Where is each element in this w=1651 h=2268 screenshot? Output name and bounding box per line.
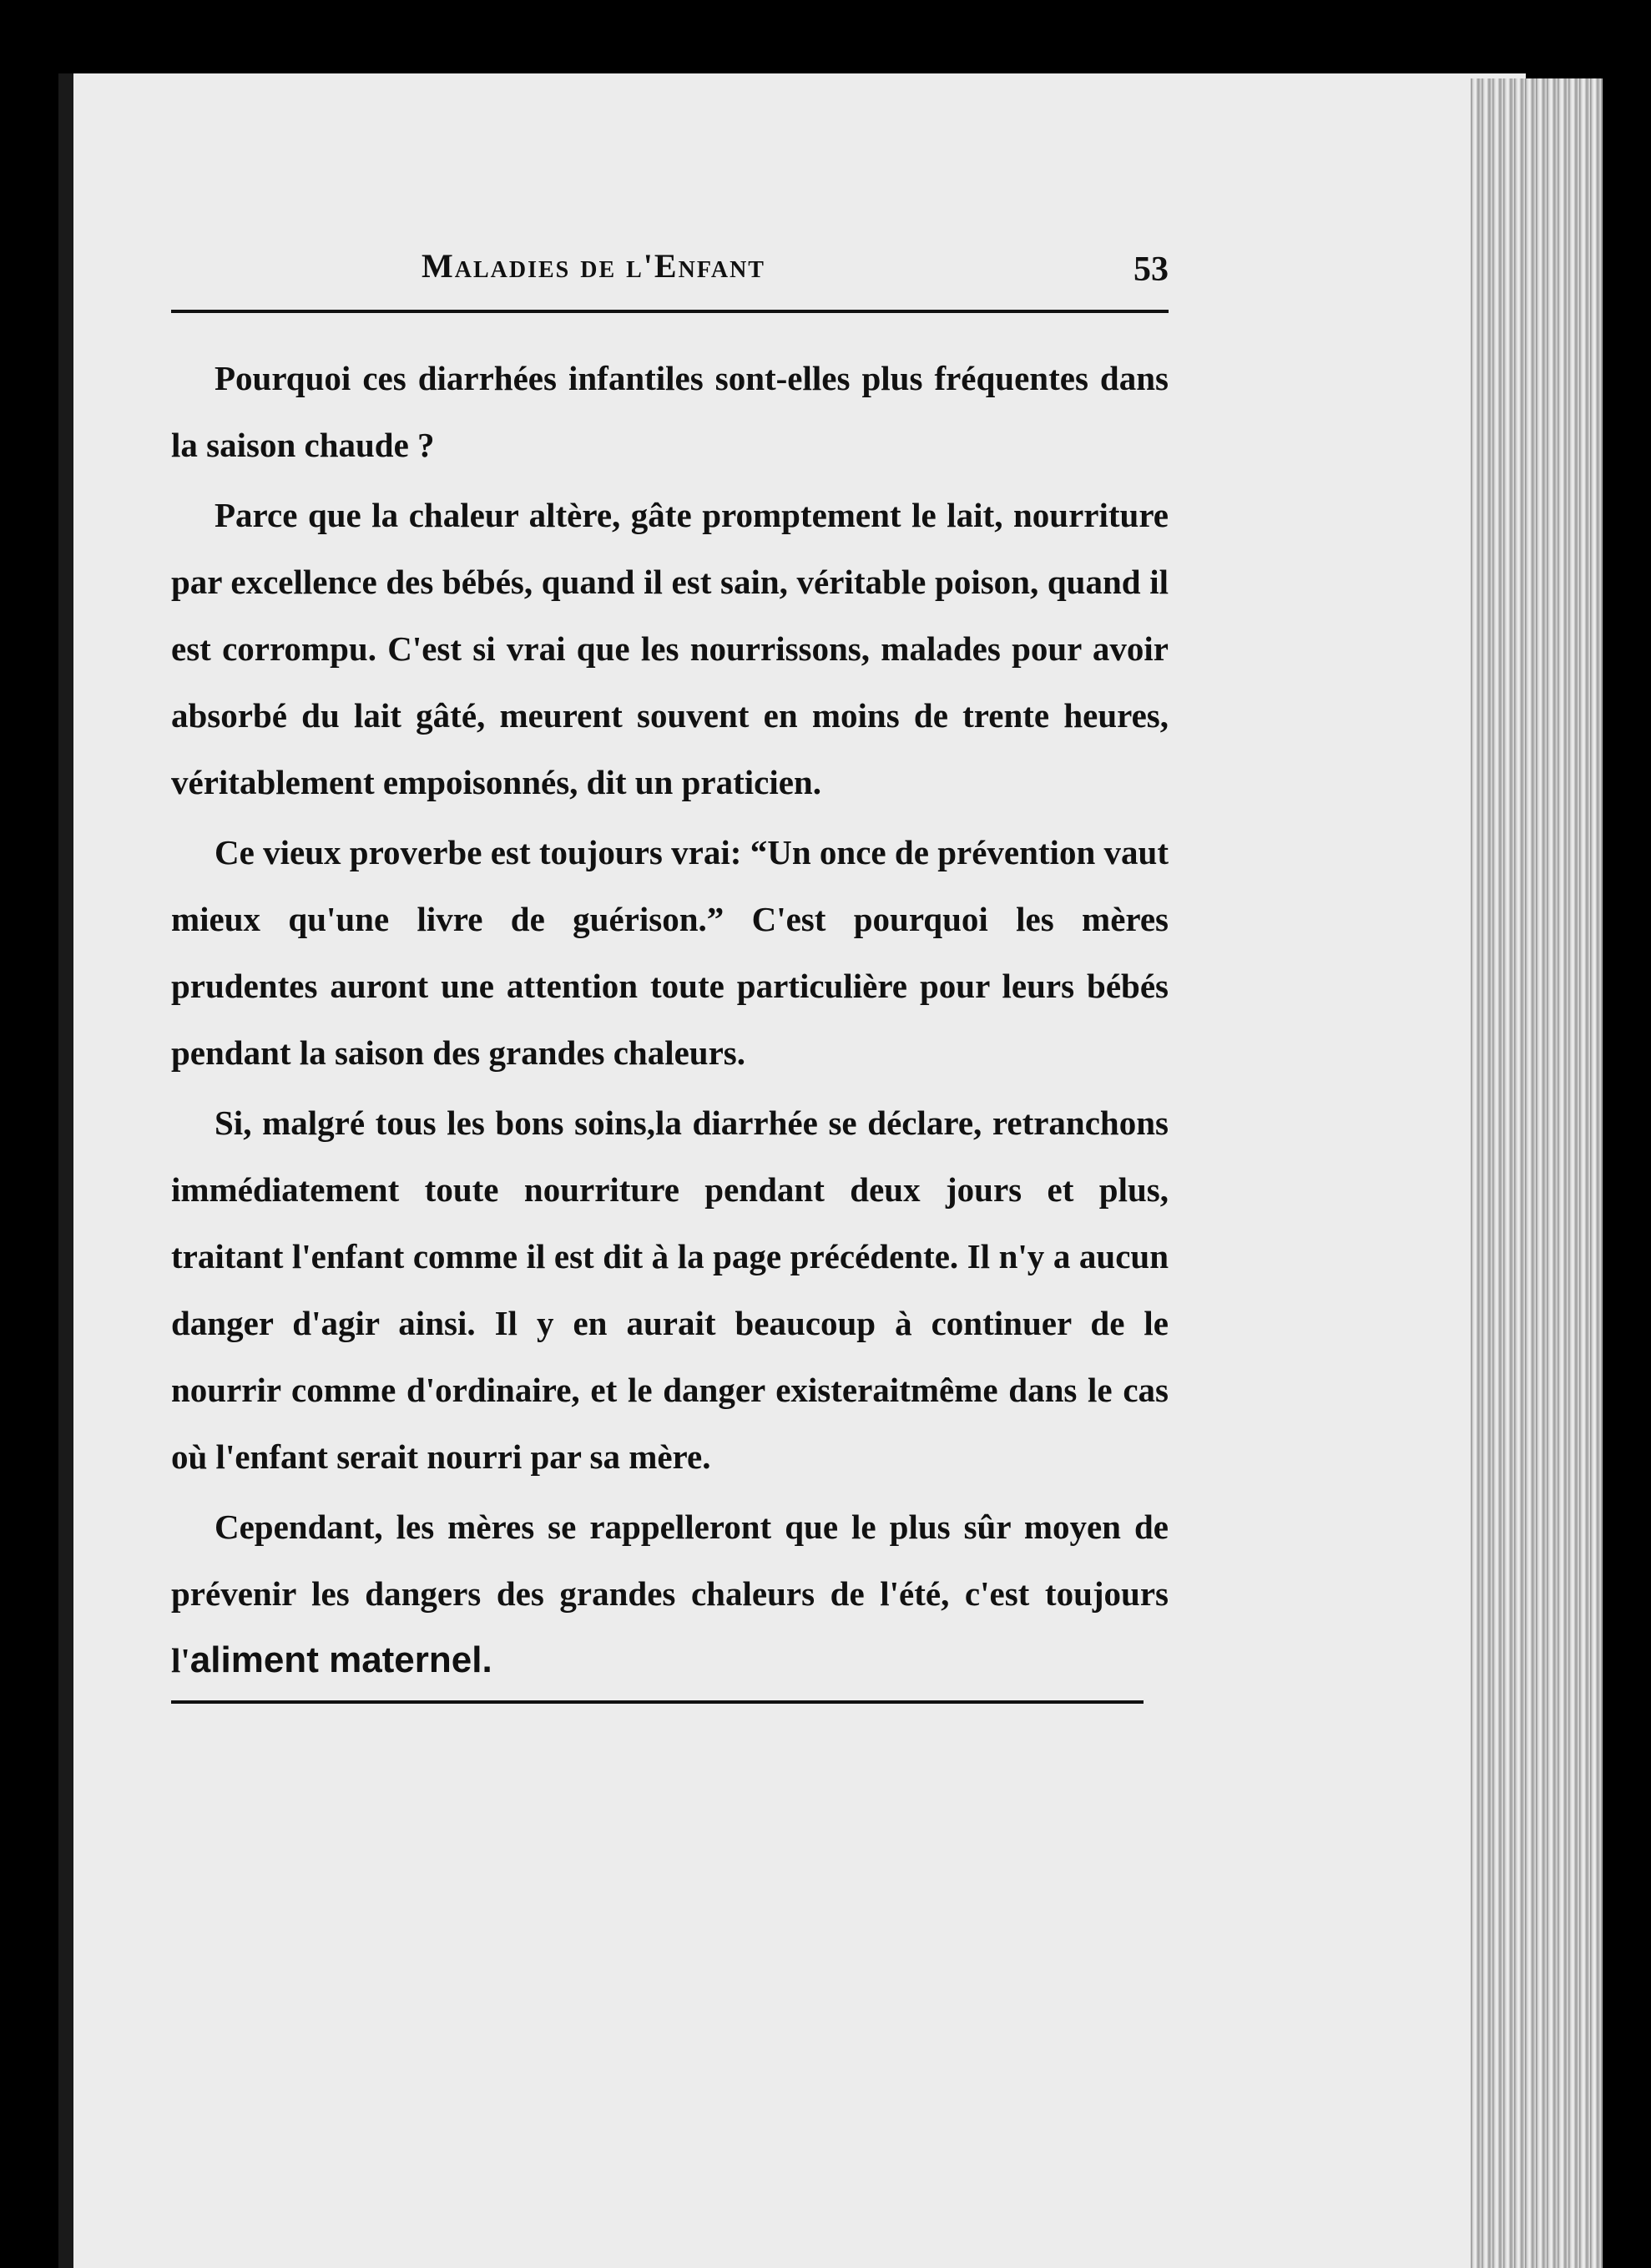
paragraph-5-text: Cependant, les mères se rappelleront que le plus sûr moyen de prévenir les dangers des grandes chaleurs de l'été, c'est toujours l' bbox=[171, 1508, 1169, 1680]
scan-border bbox=[1603, 75, 1651, 2268]
book-spine-edge bbox=[58, 73, 75, 2268]
paragraph-1: Pourquoi ces diarrhées infantiles sont-elles plus fréquentes dans la saison chaude ? bbox=[171, 359, 1169, 464]
running-header bbox=[171, 238, 1169, 305]
paragraph-5 bbox=[171, 1493, 1169, 1694]
running-title: Maladies de l'Enfant bbox=[422, 247, 765, 285]
paragraph-5-emphasis: aliment maternel. bbox=[189, 1639, 492, 1680]
paragraph-2: Parce que la chaleur altère, gâte promptement le lait, nourriture par excellence des bébés, quand il est sain, véritable poison, quand il est corrompu. C'est si vrai que les nourrissons, malades pour avoir absorbé du lait gâté, meurent souvent en moins de trente heures, véritablement empoisonnés, dit un praticien. bbox=[171, 496, 1169, 801]
paragraph-4: Si, malgré tous les bons soins,la diarrhée se déclare, retranchons immédiatement toute nourriture pendant deux jours et plus, traitant l'enfant comme il est dit à la page précédente. Il n'y a aucun danger d'agir ainsi. Il y en aurait beaucoup à continuer de le nourrir comme d'ordinaire, et le danger existeraitmême dans le cas où l'enfant serait nourri par sa mère. bbox=[171, 1104, 1169, 1476]
page-number: 53 bbox=[1133, 250, 1169, 289]
page-stack-edge bbox=[1471, 78, 1609, 2268]
body-text bbox=[171, 345, 1169, 1694]
end-rule bbox=[171, 1700, 1144, 1704]
paragraph-3: Ce vieux proverbe est toujours vrai: “Un once de prévention vaut mieux qu'une livre de guérison.” C'est pourquoi les mères prudentes auront une attention toute particulière pour leurs bébés pendant la saison des grandes chaleurs. bbox=[171, 833, 1169, 1072]
header-rule bbox=[171, 310, 1169, 313]
text-block bbox=[171, 238, 1169, 1704]
